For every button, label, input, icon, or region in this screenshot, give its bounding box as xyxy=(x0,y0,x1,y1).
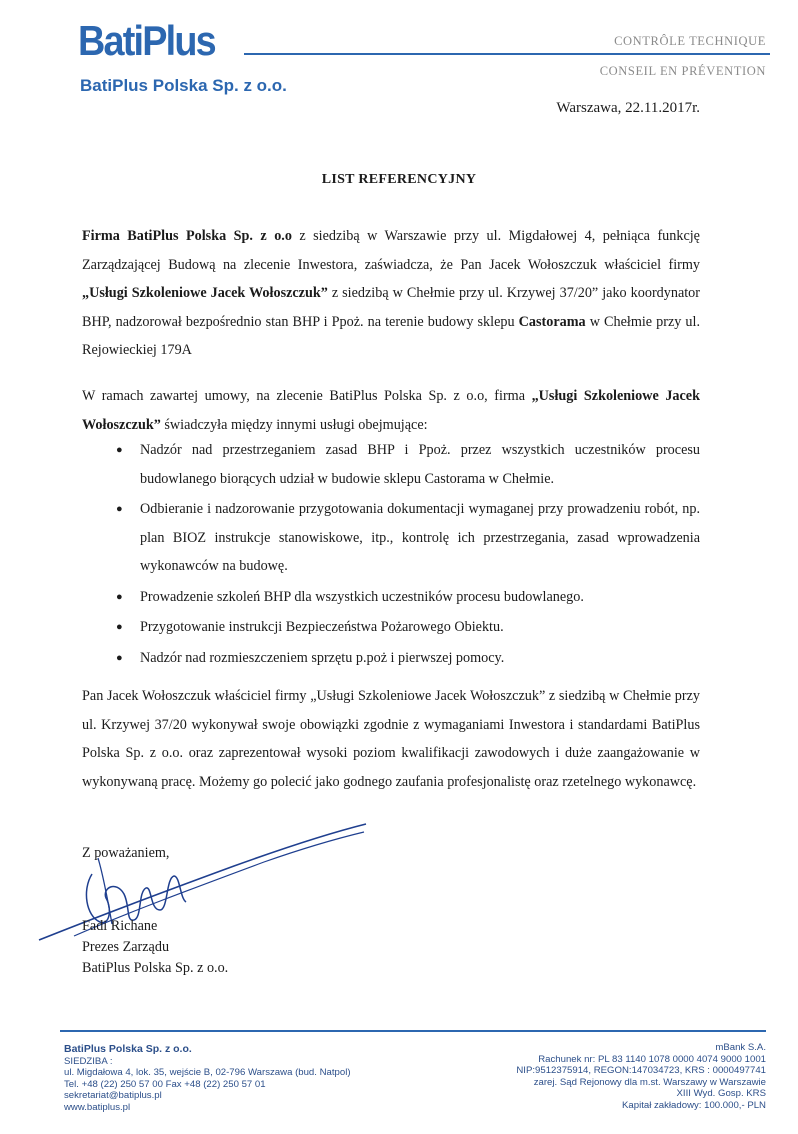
footer-division: XIII Wyd. Gosp. KRS xyxy=(676,1088,766,1100)
company-bold: Firma BatiPlus Polska Sp. z o.o xyxy=(82,228,292,244)
list-item xyxy=(82,495,700,581)
footer-address xyxy=(64,1044,351,1114)
paragraph-text: w Chełmie przy ul. Rejowieckiej 179A xyxy=(82,313,701,358)
bullet-icon: ● xyxy=(116,590,123,603)
paragraph-recommendation: Pan Jacek Wołoszczuk właściciel firmy „Usługi Szkoleniowe Jacek Wołoszczuk” z siedzibą w Chełmie przy ul. Krzywej 37/20 wykonywał swoje obowiązki zgodnie z wymaganiami Inwestora i standardami BatiPlus Polska Sp. z o.o. oraz zaprezentował wysoki poziom kwalifikacji zawodowych i duże zaangażowanie w wykonywaną pracę. Możemy go polecić jako godnego zaufania profesjonalistę oraz rzetelnego wykonawcę. xyxy=(82,688,700,790)
footer-registration xyxy=(516,1042,766,1112)
list-item-text: Nadzór nad przestrzeganiem zasad BHP i Ppoż. przez wszystkich uczestników procesu budowlanego biorących udział w budowie sklepu Castorama w Chełmie. xyxy=(140,442,700,487)
firm-name-bold: „Usługi Szkoleniowe Jacek Wołoszczuk” xyxy=(82,388,700,433)
footer-seat-label: SIEDZIBA : xyxy=(64,1055,113,1067)
bullet-icon: ● xyxy=(116,621,123,633)
list-item xyxy=(82,436,700,493)
services-list xyxy=(82,436,700,672)
tagline-controle: CONTRÔLE TECHNIQUE xyxy=(614,34,766,48)
bullet-icon: ● xyxy=(116,444,123,456)
bullet-icon: ● xyxy=(116,651,123,664)
closing-salutation: Z poważaniem, xyxy=(82,845,170,861)
list-item xyxy=(82,644,700,673)
footer-phone: Tel. +48 (22) 250 57 00 Fax +48 (22) 250 57 01 xyxy=(64,1078,266,1090)
header-divider xyxy=(244,53,770,55)
footer-bank: mBank S.A. xyxy=(715,1042,766,1053)
bullet-icon: ● xyxy=(116,503,123,515)
list-item-text: Prowadzenie szkoleń BHP dla wszystkich uczestników procesu budowlanego. xyxy=(140,588,584,605)
letter-title: LIST REFERENCYJNY xyxy=(321,172,477,187)
company-name: BatiPlus Polska Sp. z o.o. xyxy=(80,76,287,95)
batiplus-logo: BatiPlus xyxy=(78,17,215,64)
letter-date: Warszawa, 22.11.2017r. xyxy=(556,100,700,116)
signer-block xyxy=(82,916,228,979)
list-item-text: Nadzór nad rozmieszczeniem sprzętu p.poż i pierwszej pomocy. xyxy=(140,649,505,666)
castorama-bold: Castorama xyxy=(518,313,586,330)
footer-court: zarej. Sąd Rejonowy dla m.st. Warszawy w Warszawie xyxy=(533,1076,766,1088)
footer-capital: Kapitał zakładowy: 100.000,- PLN xyxy=(622,1099,766,1111)
paragraph-services xyxy=(82,382,700,439)
signer-name: Fadi Richane xyxy=(82,918,158,934)
footer-company: BatiPlus Polska Sp. z o.o. xyxy=(64,1043,192,1055)
footer-tax-ids: NIP:9512375914, REGON:147034723, KRS : 0000497741 xyxy=(516,1065,766,1077)
footer-divider xyxy=(60,1030,766,1032)
signer-company: BatiPlus Polska Sp. z o.o. xyxy=(82,960,229,976)
tagline-conseil: CONSEIL EN PRÉVENTION xyxy=(599,64,766,78)
paragraph-text: W ramach zawartej umowy, na zlecenie BatiPlus Polska Sp. z o.o, firma xyxy=(82,388,532,404)
paragraph-text: z siedzibą w Warszawie przy ul. Migdałowej 4, pełniąca funkcję Zarządzającej Budową na zlecenie Inwestora, zaświadcza, że Pan Jacek Wołoszczuk właściciel firmy xyxy=(82,228,700,273)
firm-name-bold: „Usługi Szkoleniowe Jacek Wołoszczuk” xyxy=(82,285,328,301)
footer-email: sekretariat@batiplus.pl xyxy=(64,1090,162,1102)
footer-street: ul. Migdałowa 4, lok. 35, wejście B, 02-796 Warszawa (bud. Natpol) xyxy=(64,1067,351,1079)
list-item xyxy=(82,583,700,612)
paragraph-intro xyxy=(82,222,700,365)
paragraph-text: z siedzibą w Chełmie przy ul. Krzywej 37/20” jako koordynator BHP, nadzorował bezpośrednio stan BHP i Ppoż. na terenie budowy sklepu xyxy=(82,285,701,330)
list-item-text: Odbieranie i nadzorowanie przygotowania dokumentacji wymaganej przy prowadzeniu robót, np. plan BIOZ instrukcje stanowiskowe, itp., kontrolę ich przestrzegania, zasad wprowadzenia wykonawców na budowę. xyxy=(140,501,700,574)
list-item-text: Przygotowanie instrukcji Bezpieczeństwa Pożarowego Obiektu. xyxy=(140,619,504,635)
footer-website: www.batiplus.pl xyxy=(64,1101,131,1113)
footer-account: Rachunek nr: PL 83 1140 1078 0000 4074 9000 1001 xyxy=(538,1053,766,1065)
signer-role: Prezes Zarządu xyxy=(82,939,170,955)
paragraph-text: świadczyła między innymi usługi obejmujące: xyxy=(160,416,428,433)
list-item xyxy=(82,613,700,642)
